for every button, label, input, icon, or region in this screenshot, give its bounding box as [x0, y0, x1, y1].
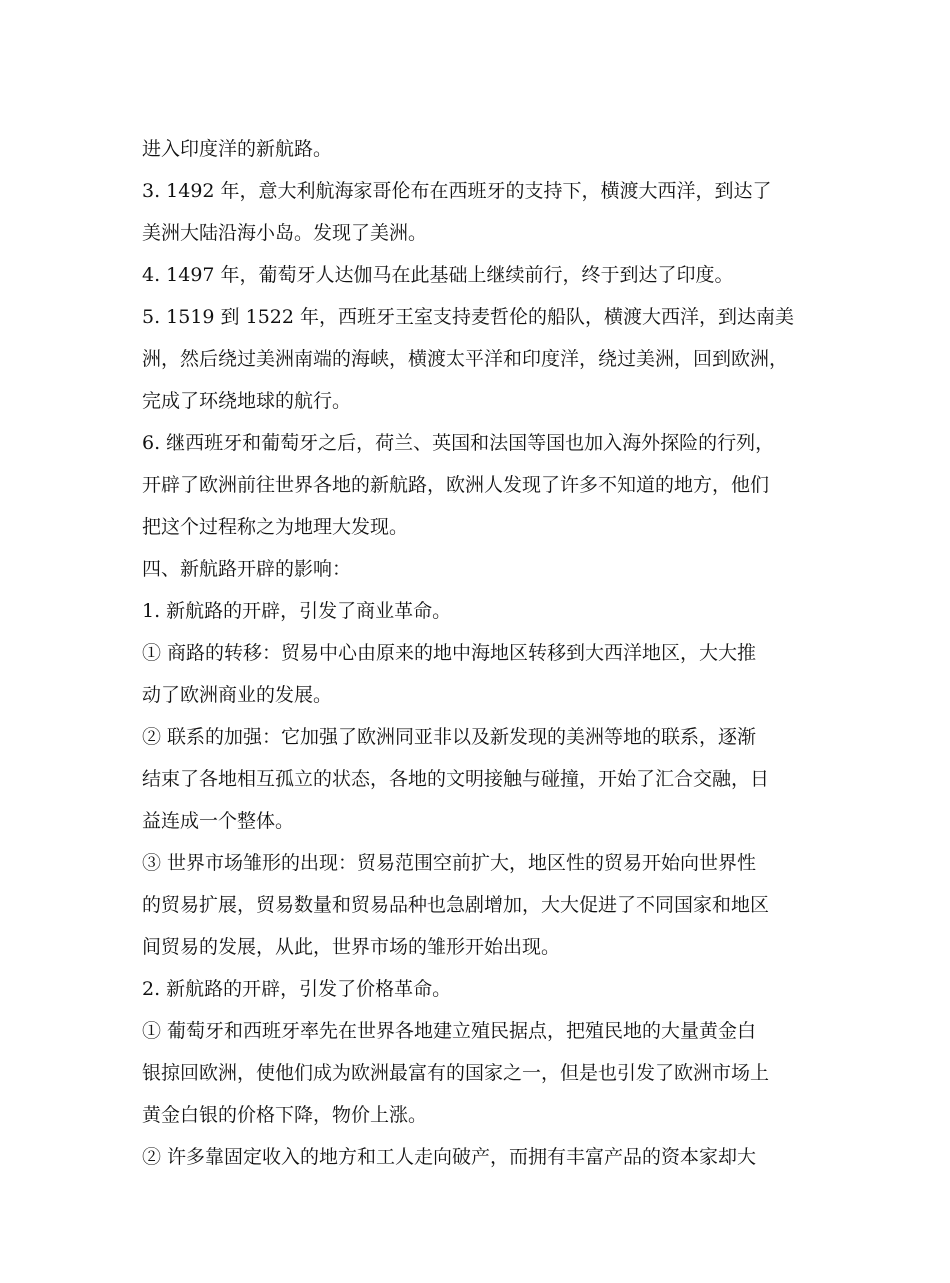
text-line: 6. 继西班牙和葡萄牙之后，荷兰、英国和法国等国也加入海外探险的行列，	[142, 432, 775, 454]
text-line: 的贸易扩展，贸易数量和贸易品种也急剧增加，大大促进了不同国家和地区	[142, 894, 770, 916]
text-line: 把这个过程称之为地理大发现。	[142, 516, 409, 538]
text-line: ① 葡萄牙和西班牙率先在世界各地建立殖民据点，把殖民地的大量黄金白	[142, 1020, 757, 1042]
subsection-heading: 1. 新航路的开辟，引发了商业革命。	[142, 600, 452, 622]
text-line: ② 许多靠固定收入的地方和工人走向破产，而拥有丰富产品的资本家却大	[142, 1146, 757, 1168]
text-line: 4. 1497 年，葡萄牙人达伽马在此基础上继续前行，终于到达了印度。	[142, 264, 734, 286]
text-line: 开辟了欧洲前往世界各地的新航路，欧洲人发现了许多不知道的地方，他们	[142, 474, 770, 496]
text-line: 间贸易的发展，从此，世界市场的雏形开始出现。	[142, 936, 561, 958]
text-line: ② 联系的加强：它加强了欧洲同亚非以及新发现的美洲等地的联系，逐渐	[142, 726, 757, 748]
document-body	[142, 128, 822, 1178]
text-line: 3. 1492 年，意大利航海家哥伦布在西班牙的支持下，横渡大西洋，到达了	[142, 180, 772, 202]
text-line: 结束了各地相互孤立的状态，各地的文明接触与碰撞，开始了汇合交融，日	[142, 768, 770, 790]
text-line: 黄金白银的价格下降，物价上涨。	[142, 1104, 428, 1126]
subsection-heading: 2. 新航路的开辟，引发了价格革命。	[142, 978, 452, 1000]
text-line: 动了欧洲商业的发展。	[142, 684, 333, 706]
text-line: 银掠回欧洲，使他们成为欧洲最富有的国家之一，但是也引发了欧洲市场上	[142, 1062, 770, 1084]
text-line: 完成了环绕地球的航行。	[142, 390, 352, 412]
text-line: ③ 世界市场雏形的出现：贸易范围空前扩大，地区性的贸易开始向世界性	[142, 852, 757, 874]
section-heading: 四、新航路开辟的影响：	[142, 558, 352, 580]
text-line: 进入印度洋的新航路。	[142, 138, 333, 160]
text-line: 洲，然后绕过美洲南端的海峡，横渡太平洋和印度洋，绕过美洲，回到欧洲，	[142, 348, 789, 370]
text-line: 美洲大陆沿海小岛。发现了美洲。	[142, 222, 428, 244]
text-line: 益连成一个整体。	[142, 810, 295, 832]
text-line: ① 商路的转移：贸易中心由原来的地中海地区转移到大西洋地区，大大推	[142, 642, 757, 664]
text-line: 5. 1519 到 1522 年，西班牙王室支持麦哲伦的船队，横渡大西洋，到达南美	[142, 306, 794, 328]
